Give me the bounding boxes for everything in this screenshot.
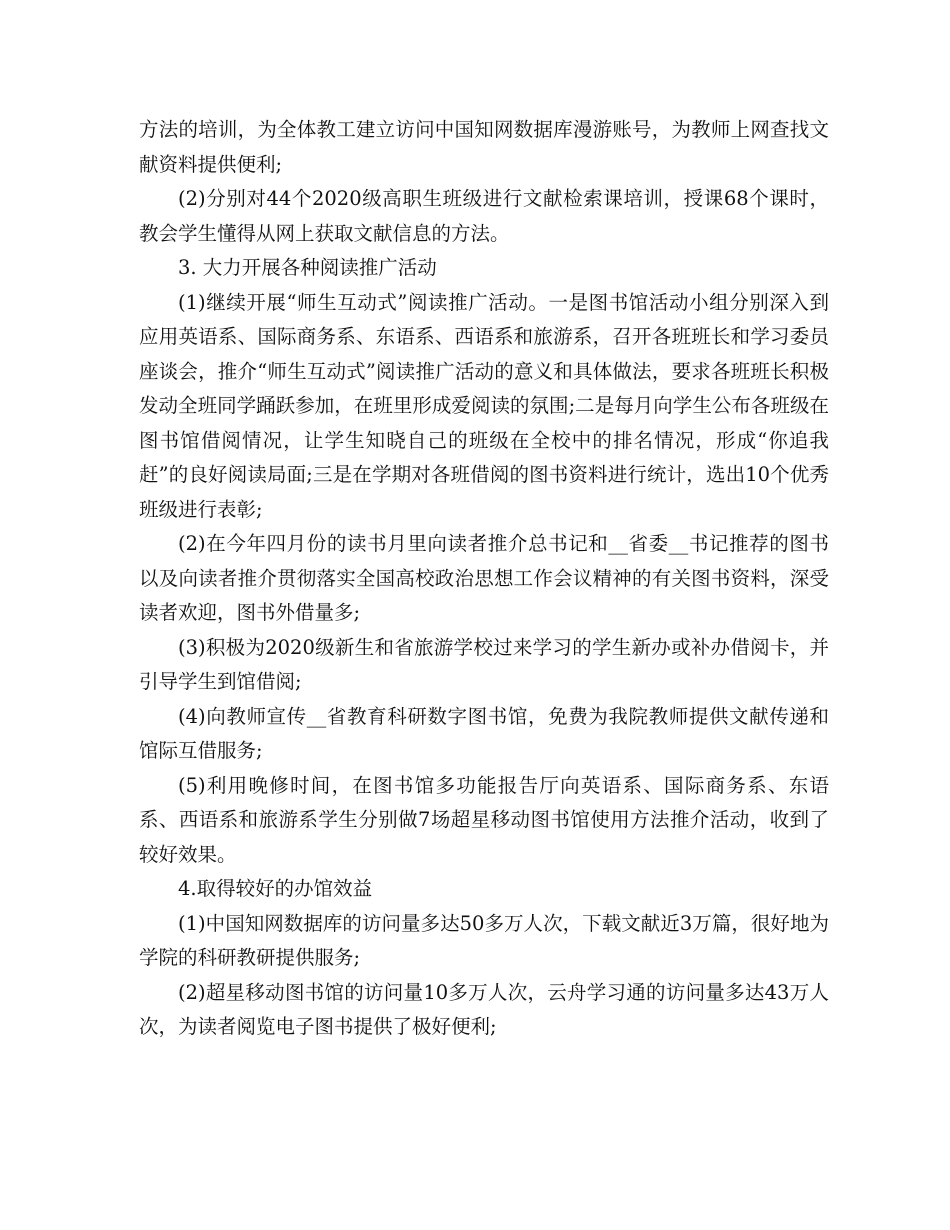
paragraph-cnki-access: (1)中国知网数据库的访问量多达50多万人次，下载文献近3万篇，很好地为学院的科研教研提供服务; [139,911,829,969]
paragraph-superstar-access: (2)超星移动图书馆的访问量10多万人次，云舟学习通的访问量多达43万人次，为读者阅览电子图书提供了极好便利; [139,980,829,1038]
paragraph-recommended-books: (2)在今年四月份的读书月里向读者推介总书记和__省委__书记推荐的图书以及向读者推介贯彻落实全国高校政治思想工作会议精神的有关图书资料，深受读者欢迎，图书外借量多; [139,532,829,624]
paragraph-interactive-reading: (1)继续开展“师生互动式”阅读推广活动。一是图书馆活动小组分别深入到应用英语系、国际商务系、东语系、西语系和旅游系，召开各班班长和学习委员座谈会，推介“师生互动式”阅读推广活动的意义和具体做法，要求各班班长积极发动全班同学踊跃参加，在班里形成爱阅读的氛围;二是每月向学生公布各班级在图书馆借阅情况，让学生知晓自己的班级在全校中的排名情况，形成“你追我赶”的良好阅读局面;三是在学期对各班借阅的图书资料进行统计，选出10个优秀班级进行表彰; [139,290,829,521]
paragraph-digital-library: (4)向教师宣传__省教育科研数字图书馆，免费为我院教师提供文献传递和馆际互借服务; [139,704,829,762]
paragraph-mobile-library-promotion: (5)利用晚修时间，在图书馆多功能报告厅向英语系、国际商务系、东语系、西语系和旅游系学生分别做7场超星移动图书馆使用方法推介活动，收到了较好效果。 [139,773,829,866]
section-heading-reading-promotion: 3. 大力开展各种阅读推广活动 [178,256,437,279]
document-page [139,113,829,1045]
section-heading-library-benefits: 4.取得较好的办馆效益 [178,877,373,900]
paragraph-literature-course: (2)分别对44个2020级高职生班级进行文献检索课培训，授课68个课时，教会学生懂得从网上获取文献信息的方法。 [139,187,829,245]
paragraph-training-continued: 方法的培训，为全体教工建立访问中国知网数据库漫游账号，为教师上网查找文献资料提供便利; [139,118,829,176]
paragraph-library-cards: (3)积极为2020级新生和省旅游学校过来学习的学生新办或补办借阅卡，并引导学生到馆借阅; [139,635,829,693]
